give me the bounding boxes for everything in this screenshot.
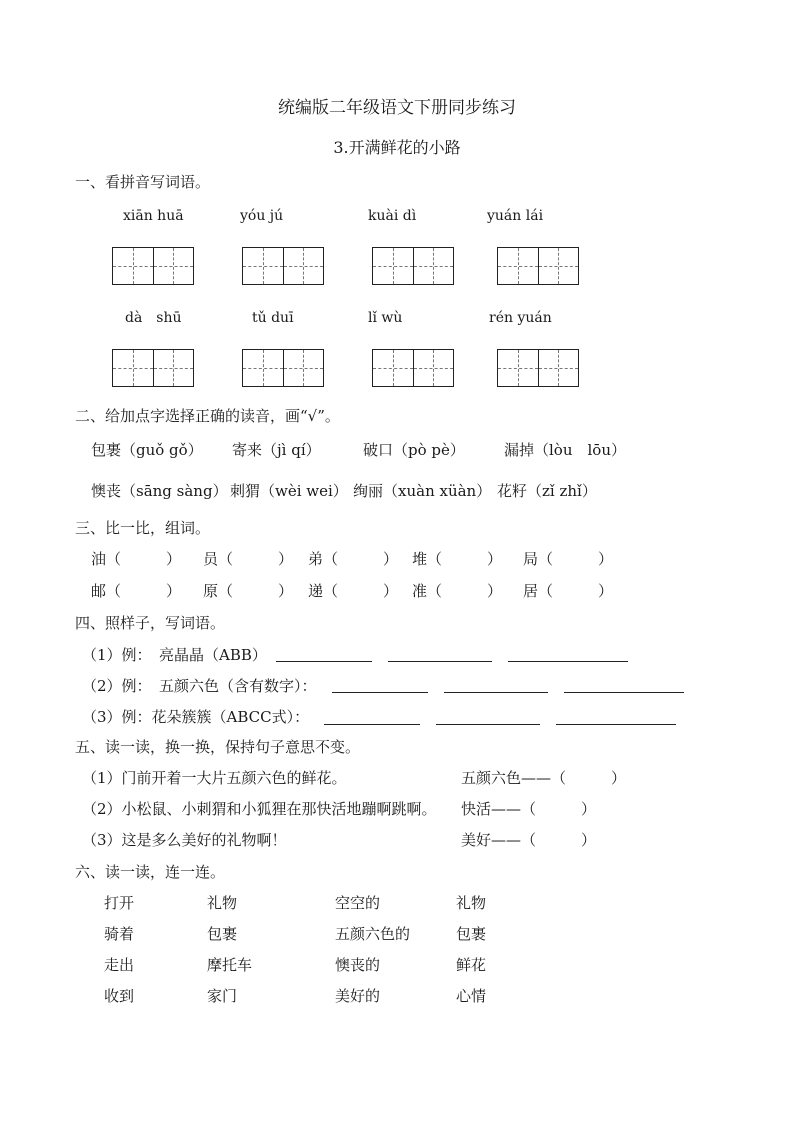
example-line-1: （1）例： 亮晶晶（ABB） [82, 646, 267, 664]
match-object[interactable]: 礼物 [207, 894, 238, 912]
writing-box[interactable] [112, 349, 194, 387]
answer-blank[interactable] [324, 724, 420, 725]
section-5-heading: 五、读一读，换一换，保持句子意思不变。 [75, 738, 361, 756]
match-adjective[interactable]: 美好的 [335, 987, 381, 1005]
reading-choice[interactable]: 包裹（guǒ gǒ） [91, 441, 203, 459]
section-4-heading: 四、照样子，写词语。 [75, 614, 226, 632]
sentence-2: （2）小松鼠、小刺猬和小狐狸在那快活地蹦啊跳啊。 [82, 800, 437, 818]
word-group-item[interactable]: 准（ ） [412, 582, 503, 600]
answer-blank[interactable] [556, 724, 676, 725]
match-object[interactable]: 摩托车 [207, 956, 253, 974]
pinyin-4: yuán lái [487, 208, 544, 224]
reading-choice[interactable]: 花籽（zǐ zhǐ） [497, 482, 597, 500]
pinyin-1: xiān huā [123, 208, 184, 224]
word-group-item[interactable]: 弟（ ） [308, 550, 399, 568]
writing-box[interactable] [242, 349, 324, 387]
writing-box[interactable] [372, 247, 454, 285]
word-group-item[interactable]: 邮（ ） [91, 582, 182, 600]
pinyin-3: kuài dì [368, 208, 417, 224]
match-verb[interactable]: 打开 [104, 894, 135, 912]
example-line-3: （3）例：花朵簇簇（ABCC式）： [82, 708, 310, 726]
reading-choice[interactable]: 寄来（jì qí） [232, 441, 321, 459]
sentence-1: （1）门前开着一大片五颜六色的鲜花。 [82, 769, 347, 787]
match-noun[interactable]: 鲜花 [456, 956, 487, 974]
answer-blank[interactable] [332, 692, 428, 693]
pinyin-2: yóu jú [240, 208, 284, 224]
section-2-heading: 二、给加点字选择正确的读音，画“√”。 [75, 407, 340, 425]
writing-box[interactable] [372, 349, 454, 387]
match-verb[interactable]: 骑着 [104, 925, 135, 943]
word-group-item[interactable]: 递（ ） [308, 582, 399, 600]
word-group-item[interactable]: 居（ ） [523, 582, 614, 600]
match-verb[interactable]: 收到 [104, 987, 135, 1005]
word-group-item[interactable]: 局（ ） [523, 550, 614, 568]
match-noun[interactable]: 心情 [456, 987, 487, 1005]
reading-choice[interactable]: 破口（pò pè） [363, 441, 465, 459]
match-verb[interactable]: 走出 [104, 956, 135, 974]
match-noun[interactable]: 包裹 [456, 925, 487, 943]
answer-blank[interactable] [276, 661, 372, 662]
page-title: 统编版二年级语文下册同步练习 [278, 98, 516, 118]
word-group-item[interactable]: 原（ ） [203, 582, 294, 600]
writing-box[interactable] [497, 349, 579, 387]
pinyin-5: dà shū [125, 310, 182, 326]
word-group-item[interactable]: 员（ ） [203, 550, 294, 568]
sentence-3: （3）这是多么美好的礼物啊！ [82, 831, 287, 849]
section-6-heading: 六、读一读，连一连。 [75, 863, 226, 881]
word-group-item[interactable]: 油（ ） [91, 550, 182, 568]
reading-choice[interactable]: 懊丧（sāng sàng） [91, 482, 228, 500]
replace-answer-3[interactable]: 美好——（ ） [461, 831, 597, 849]
pinyin-6: tǔ duī [252, 310, 294, 326]
match-object[interactable]: 家门 [207, 987, 238, 1005]
answer-blank[interactable] [508, 661, 628, 662]
pinyin-8: rén yuán [489, 310, 552, 326]
writing-box[interactable] [112, 247, 194, 285]
reading-choice[interactable]: 漏掉（lòu lōu） [504, 441, 626, 459]
reading-choice[interactable]: 绚丽（xuàn xüàn） [353, 482, 492, 500]
writing-box[interactable] [242, 247, 324, 285]
word-group-item[interactable]: 堆（ ） [412, 550, 503, 568]
replace-answer-2[interactable]: 快活——（ ） [461, 800, 597, 818]
match-adjective[interactable]: 懊丧的 [335, 956, 381, 974]
match-noun[interactable]: 礼物 [456, 894, 487, 912]
answer-blank[interactable] [436, 724, 540, 725]
section-3-heading: 三、比一比，组词。 [75, 519, 211, 537]
match-adjective[interactable]: 空空的 [335, 894, 381, 912]
replace-answer-1[interactable]: 五颜六色——（ ） [461, 769, 627, 787]
answer-blank[interactable] [444, 692, 548, 693]
writing-box[interactable] [497, 247, 579, 285]
reading-choice[interactable]: 刺猬（wèi wei） [230, 482, 348, 500]
pinyin-7: lǐ wù [368, 310, 403, 326]
example-line-2: （2）例： 五颜六色（含有数字）： [82, 677, 317, 695]
answer-blank[interactable] [564, 692, 684, 693]
match-adjective[interactable]: 五颜六色的 [335, 925, 411, 943]
section-1-heading: 一、看拼音写词语。 [75, 173, 211, 191]
lesson-title: 3.开满鲜花的小路 [333, 138, 461, 157]
match-object[interactable]: 包裹 [207, 925, 238, 943]
answer-blank[interactable] [388, 661, 492, 662]
